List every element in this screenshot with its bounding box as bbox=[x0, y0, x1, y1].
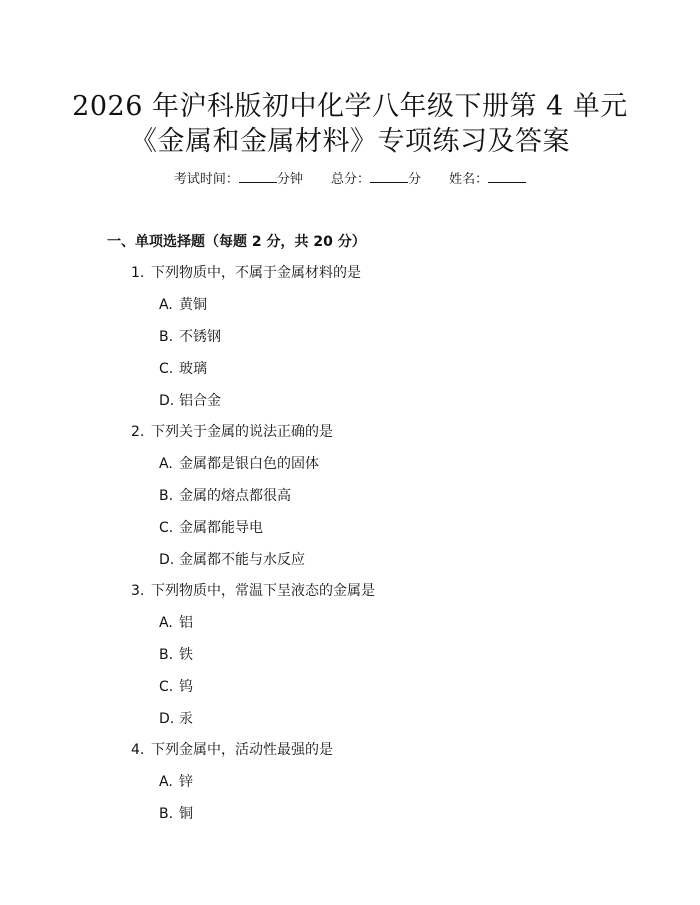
total-score-unit: 分 bbox=[408, 172, 422, 187]
option-letter: B. bbox=[159, 647, 174, 663]
option-letter: C. bbox=[159, 520, 174, 536]
exam-time-field bbox=[174, 168, 303, 187]
document-title-line-1: 2026 年沪科版初中化学八年级下册第 4 单元 bbox=[72, 91, 628, 122]
question-3 bbox=[131, 580, 375, 600]
option-letter: B. bbox=[159, 806, 174, 822]
document-title-line-2: 《金属和金属材料》专项练习及答案 bbox=[130, 126, 570, 157]
question-number: 4. bbox=[131, 742, 145, 758]
option-text: 金属都能导电 bbox=[179, 520, 263, 536]
question-text: 下列关于金属的说法正确的是 bbox=[151, 424, 333, 440]
option-letter: B. bbox=[159, 488, 174, 504]
question-3-option-c bbox=[159, 676, 193, 696]
option-letter: A. bbox=[159, 297, 173, 313]
question-1-option-a bbox=[159, 294, 207, 314]
option-text: 铜 bbox=[179, 806, 193, 822]
option-letter: A. bbox=[159, 615, 173, 631]
question-number: 2. bbox=[131, 424, 145, 440]
student-name-blank bbox=[488, 170, 526, 183]
option-text: 汞 bbox=[179, 711, 193, 727]
option-letter: D. bbox=[159, 552, 175, 568]
total-score-field bbox=[331, 168, 421, 187]
exam-time-blank bbox=[239, 170, 277, 183]
total-score-blank bbox=[370, 170, 408, 183]
option-text: 铁 bbox=[179, 647, 193, 663]
question-text: 下列物质中，常温下呈液态的金属是 bbox=[151, 583, 375, 599]
question-4 bbox=[131, 739, 333, 759]
option-letter: C. bbox=[159, 361, 174, 377]
section-heading: 一、单项选择题（每题 2 分，共 20 分） bbox=[107, 234, 366, 250]
option-text: 金属都不能与水反应 bbox=[179, 552, 305, 568]
question-number: 1. bbox=[131, 265, 145, 281]
option-text: 不锈钢 bbox=[179, 329, 221, 345]
option-letter: D. bbox=[159, 711, 175, 727]
option-letter: A. bbox=[159, 774, 173, 790]
option-text: 铝 bbox=[179, 615, 193, 631]
option-text: 黄铜 bbox=[179, 297, 207, 313]
question-1-option-c bbox=[159, 358, 207, 378]
question-number: 3. bbox=[131, 583, 145, 599]
option-text: 铝合金 bbox=[179, 393, 221, 409]
question-text: 下列物质中，不属于金属材料的是 bbox=[151, 265, 361, 281]
question-2-option-c bbox=[159, 517, 263, 537]
option-letter: C. bbox=[159, 679, 174, 695]
exam-meta bbox=[0, 168, 700, 187]
option-text: 锌 bbox=[179, 774, 193, 790]
exam-time-unit: 分钟 bbox=[276, 172, 303, 187]
question-1-option-b bbox=[159, 326, 221, 346]
question-2-option-d bbox=[159, 549, 305, 569]
student-name-field bbox=[449, 168, 526, 187]
option-letter: B. bbox=[159, 329, 174, 345]
question-1 bbox=[131, 262, 361, 282]
question-2-option-a bbox=[159, 453, 319, 473]
option-text: 钨 bbox=[179, 679, 193, 695]
option-letter: D. bbox=[159, 393, 175, 409]
question-4-option-a bbox=[159, 771, 193, 791]
question-2-option-b bbox=[159, 485, 291, 505]
option-text: 金属的熔点都很高 bbox=[179, 488, 291, 504]
question-1-option-d bbox=[159, 390, 221, 410]
question-3-option-d bbox=[159, 708, 193, 728]
exam-time-label: 考试时间： bbox=[173, 172, 239, 187]
option-letter: A. bbox=[159, 456, 173, 472]
question-3-option-a bbox=[159, 612, 193, 632]
total-score-label: 总分： bbox=[330, 172, 370, 187]
question-4-option-b bbox=[159, 803, 193, 823]
question-text: 下列金属中，活动性最强的是 bbox=[151, 742, 333, 758]
option-text: 金属都是银白色的固体 bbox=[179, 456, 319, 472]
question-2 bbox=[131, 421, 333, 441]
option-text: 玻璃 bbox=[179, 361, 207, 377]
question-3-option-b bbox=[159, 644, 193, 664]
student-name-label: 姓名： bbox=[449, 172, 489, 187]
